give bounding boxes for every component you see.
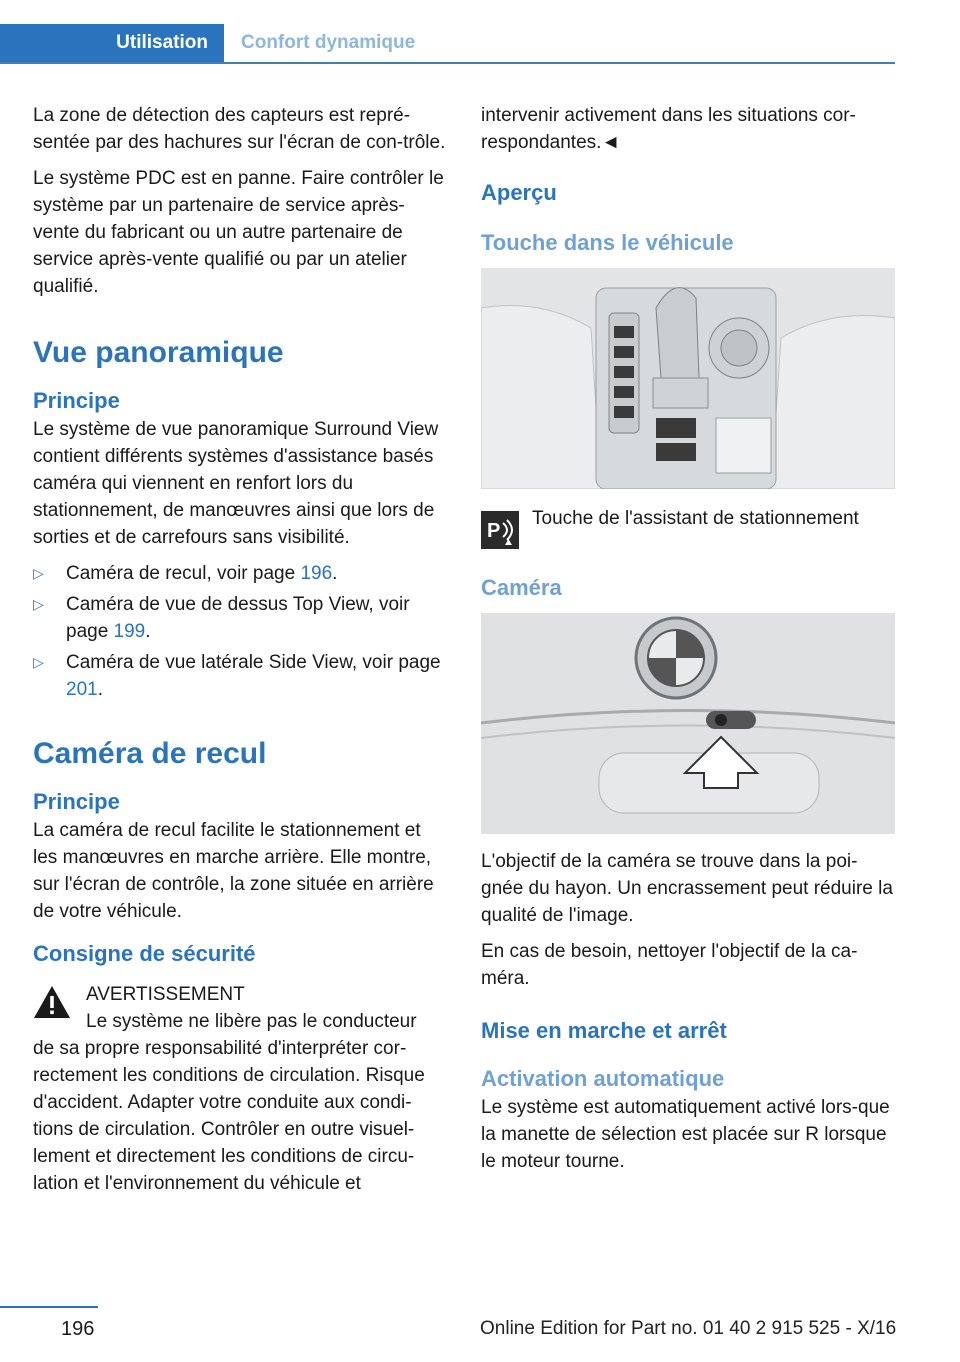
list-item-end: . xyxy=(145,621,151,642)
edition-note: Online Edition for Part no. 01 40 2 915 525 - X/16 xyxy=(480,1318,897,1339)
heading-mise-en-marche: Mise en marche et arrêt xyxy=(481,1018,727,1043)
paragraph: intervenir activement dans les situations cor-respondantes.◄ xyxy=(481,105,856,153)
center-console-photo xyxy=(481,268,895,489)
park-assist-button-icon xyxy=(481,511,519,549)
triangle-bullet-icon: ▷ xyxy=(33,565,44,581)
left-column xyxy=(33,102,448,1206)
warning-title: AVERTISSEMENT xyxy=(86,984,245,1005)
triangle-bullet-icon: ▷ xyxy=(33,654,44,670)
warning-box xyxy=(33,981,448,1197)
list-item-text: Caméra de recul, voir page xyxy=(66,563,301,584)
tab-utilisation[interactable]: Utilisation xyxy=(0,24,224,62)
page-link[interactable]: 196 xyxy=(300,563,333,584)
page-number: 196 xyxy=(61,1318,95,1340)
paragraph: En cas de besoin, nettoyer l'objectif de la ca-méra. xyxy=(481,941,858,989)
heading-principe: Principe xyxy=(33,789,120,814)
warning-first-line: Le système ne libère pas le conducteur xyxy=(86,1011,417,1032)
paragraph: Le système de vue panoramique Surround View contient différents systèmes d'assistance basés caméra qui viennent en renfort lors du stationnement, de manœuvres ainsi que lors de sorties et de carrefours sans visibilité. xyxy=(33,419,439,548)
paragraph: La zone de détection des capteurs est repré-sentée par des hachures sur l'écran de con-trôle. xyxy=(33,105,446,153)
heading-camera-de-recul: Caméra de recul xyxy=(33,737,267,770)
tab-confort-dynamique[interactable]: Confort dynamique xyxy=(241,32,416,53)
paragraph: Le système est automatiquement activé lors-que la manette de sélection est placée sur R lorsque le moteur tourne. xyxy=(481,1097,890,1172)
list-item-text: Caméra de vue de dessus Top View, voir page xyxy=(66,594,410,642)
paragraph: Le système PDC est en panne. Faire contrôler le système par un partenaire de service après-vente du fabricant ou un autre partenaire de service après-vente qualifié ou par un atelier qualifié. xyxy=(33,168,444,297)
heading-apercu: Aperçu xyxy=(481,180,557,205)
footer-rule xyxy=(0,1306,98,1308)
park-assist-button-row xyxy=(481,505,895,555)
list-item xyxy=(33,649,448,703)
paragraph: La caméra de recul facilite le stationnement et les manœuvres en marche arrière. Elle montre, sur l'écran de contrôle, la zone située en arrière de votre véhicule. xyxy=(33,820,434,922)
heading-principe: Principe xyxy=(33,388,120,413)
triangle-bullet-icon: ▷ xyxy=(33,596,44,612)
heading-vue-panoramique: Vue panoramique xyxy=(33,336,284,369)
paragraph: L'objectif de la caméra se trouve dans la poi-gnée du hayon. Un encrassement peut réduire la qualité de l'image. xyxy=(481,851,893,926)
park-assist-caption: Touche de l'assistant de stationnement xyxy=(532,508,859,529)
warning-text: de sa propre responsabilité d'interpréter cor-rectement les conditions de circulation. Risque d'accident. Adapter votre conduite aux condi-tions de circulation. Contrôler en outre visuel-lement et directement les conditions de circu-lation et l'environnement du véhicule et xyxy=(33,1038,425,1194)
page-link[interactable]: 201 xyxy=(66,679,98,700)
heading-camera: Caméra xyxy=(481,575,562,600)
list-item-end: . xyxy=(332,563,338,584)
list-item-end: . xyxy=(97,679,103,700)
camera-photo xyxy=(481,613,895,834)
page-link[interactable]: 199 xyxy=(113,621,146,642)
list-item xyxy=(33,560,448,587)
svg-text:P: P xyxy=(487,520,501,542)
list-item xyxy=(33,591,448,645)
bullet-list xyxy=(33,560,448,703)
heading-activation-automatique: Activation automatique xyxy=(481,1066,725,1091)
heading-touche-vehicule: Touche dans le véhicule xyxy=(481,230,734,255)
heading-consigne-securite: Consigne de sécurité xyxy=(33,941,256,966)
chapter-tabbar xyxy=(0,24,895,64)
warning-triangle-icon xyxy=(33,985,71,1019)
right-column xyxy=(481,102,895,1184)
list-item-text: Caméra de vue latérale Side View, voir page xyxy=(66,652,441,673)
